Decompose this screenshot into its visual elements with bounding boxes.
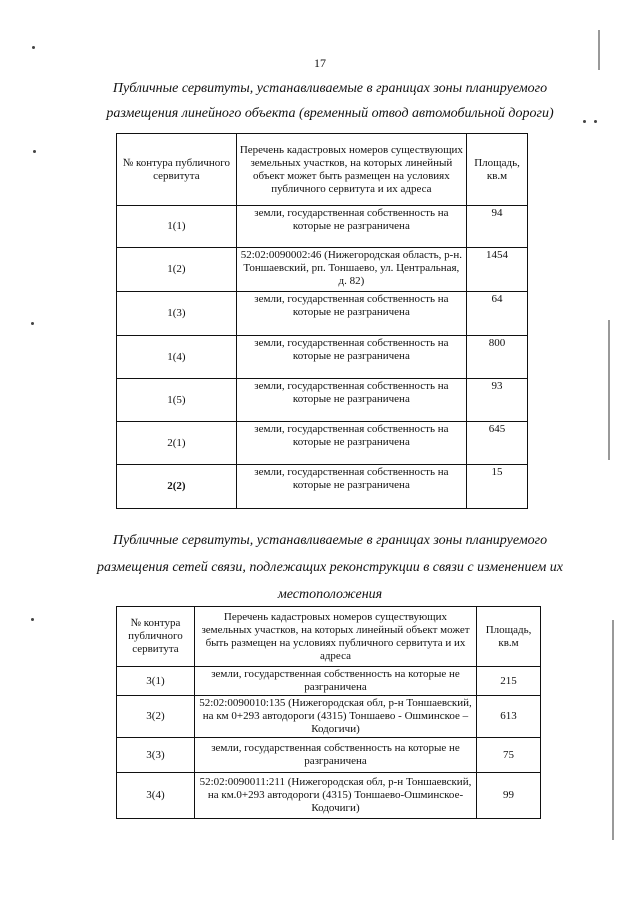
cell-description: 52:02:0090011:211 (Нижегородская обл, р-н Тоншаевский, на км.0+293 автодороги (4315) Тоншаево-Ошминское-Кодочиги) bbox=[194, 773, 476, 819]
scan-edge-noise bbox=[612, 620, 614, 840]
cell-contour: 1(5) bbox=[117, 379, 237, 422]
cell-contour: 1(1) bbox=[117, 206, 237, 248]
cell-contour: 3(4) bbox=[117, 773, 195, 819]
header-area: Площадь, кв.м bbox=[467, 134, 528, 206]
table-row bbox=[117, 379, 528, 422]
header-contour: № контура публичного сервитута bbox=[117, 134, 237, 206]
cell-description: земли, государственная собственность на которые не разграничена bbox=[236, 465, 466, 509]
section1-title-line: размещения линейного объекта (временный отвод автомобильной дороги) bbox=[106, 106, 554, 121]
section1-title-line: Публичные сервитуты, устанавливаемые в границах зоны планируемого bbox=[112, 81, 548, 96]
table-row bbox=[117, 738, 541, 773]
cell-description: 52:02:0090002:46 (Нижегородская область, р-н. Тоншаевский, рп. Тоншаево, ул. Центральная, д. 82) bbox=[236, 248, 466, 292]
scan-speck bbox=[594, 120, 597, 123]
section1-title bbox=[60, 76, 600, 126]
cell-area: 15 bbox=[467, 465, 528, 509]
cell-contour: 3(2) bbox=[117, 696, 195, 738]
cell-contour: 1(4) bbox=[117, 336, 237, 379]
header-description: Перечень кадастровых номеров существующих земельных участков, на которых линейный объект может быть размещен на условиях публичного сервитута и их адреса bbox=[236, 134, 466, 206]
table-row bbox=[117, 696, 541, 738]
section2-title-line: местоположения bbox=[277, 587, 383, 602]
table-row bbox=[117, 206, 528, 248]
table-row bbox=[117, 667, 541, 696]
cell-area: 94 bbox=[467, 206, 528, 248]
cell-contour: 2(2) bbox=[117, 465, 237, 509]
servitude-table-communications bbox=[116, 606, 541, 819]
cell-contour: 1(3) bbox=[117, 292, 237, 336]
table-header-row bbox=[117, 134, 528, 206]
scan-speck bbox=[33, 150, 36, 153]
cell-description: земли, государственная собственность на которые не разграничена bbox=[236, 379, 466, 422]
scan-speck bbox=[32, 46, 35, 49]
table-row bbox=[117, 465, 528, 509]
cell-area: 645 bbox=[467, 422, 528, 465]
cell-description: земли, государственная собственность на которые не разграничена bbox=[236, 206, 466, 248]
page-number: 17 bbox=[314, 56, 326, 70]
section2-title-line: размещения сетей связи, подлежащих реконструкции в связи с изменением их bbox=[97, 560, 563, 575]
cell-description: земли, государственная собственность на которые не разграничена bbox=[236, 336, 466, 379]
cell-contour: 3(3) bbox=[117, 738, 195, 773]
cell-area: 99 bbox=[477, 773, 541, 819]
header-description: Перечень кадастровых номеров существующих земельных участков, на которых линейный объект может быть размещен на условиях публичного сервитута и их адреса bbox=[194, 607, 476, 667]
table-row bbox=[117, 422, 528, 465]
cell-area: 215 bbox=[477, 667, 541, 696]
cell-contour: 2(1) bbox=[117, 422, 237, 465]
cell-description: земли, государственная собственность на которые не разграничена bbox=[194, 667, 476, 696]
table-row bbox=[117, 336, 528, 379]
table-row bbox=[117, 292, 528, 336]
cell-area: 64 bbox=[467, 292, 528, 336]
scan-speck bbox=[583, 120, 586, 123]
cell-description: земли, государственная собственность на которые не разграничена bbox=[194, 738, 476, 773]
table-row bbox=[117, 773, 541, 819]
cell-area: 93 bbox=[467, 379, 528, 422]
cell-description: земли, государственная собственность на которые не разграничена bbox=[236, 422, 466, 465]
header-area: Площадь, кв.м bbox=[477, 607, 541, 667]
cell-description: земли, государственная собственность на которые не разграничена bbox=[236, 292, 466, 336]
scan-edge-noise bbox=[608, 320, 610, 460]
section2-title-line: Публичные сервитуты, устанавливаемые в границах зоны планируемого bbox=[112, 533, 548, 548]
section2-title bbox=[60, 527, 600, 608]
scan-speck bbox=[31, 618, 34, 621]
cell-area: 1454 bbox=[467, 248, 528, 292]
table-header-row bbox=[117, 607, 541, 667]
cell-contour: 3(1) bbox=[117, 667, 195, 696]
scan-speck bbox=[31, 322, 34, 325]
scan-edge-noise bbox=[598, 30, 600, 70]
cell-area: 75 bbox=[477, 738, 541, 773]
header-contour: № контура публичного сервитута bbox=[117, 607, 195, 667]
servitude-table-road bbox=[116, 133, 528, 509]
cell-area: 800 bbox=[467, 336, 528, 379]
cell-description: 52:02:0090010:135 (Нижегородская обл, р-н Тоншаевский, на км 0+293 автодороги (4315) Тоншаево - Ошминское – Кодогичи) bbox=[194, 696, 476, 738]
table-row bbox=[117, 248, 528, 292]
cell-contour: 1(2) bbox=[117, 248, 237, 292]
cell-area: 613 bbox=[477, 696, 541, 738]
